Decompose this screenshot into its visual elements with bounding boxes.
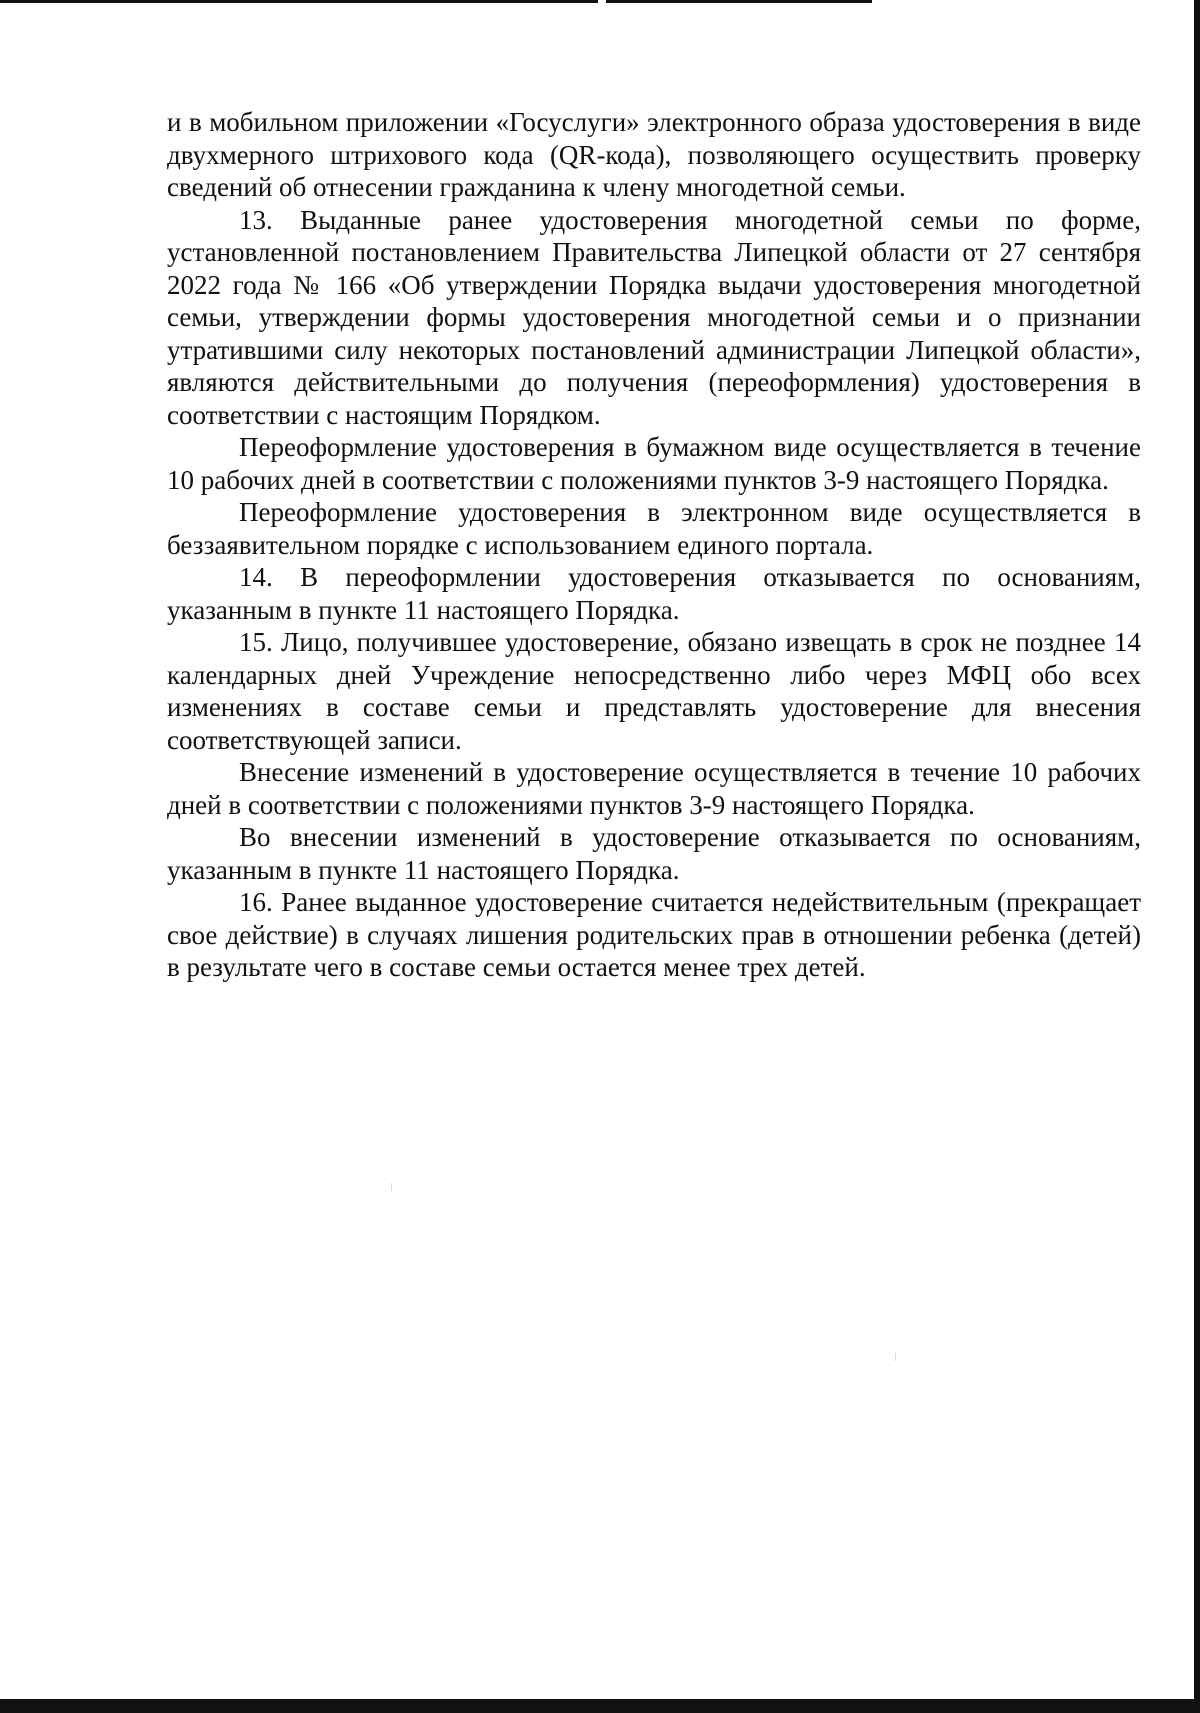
paragraph-electronic-reissue: Переоформление удостоверения в электронном виде осуществляется в беззаявительном порядке с использованием единого портала.	[167, 497, 1141, 560]
paragraph-item-13: 13. Выданные ранее удостоверения многодетной семьи по форме, установленной постановлением Правительства Липецкой области от 27 сентября 2022 года № 166 «Об утверждении Порядка выдачи удостоверения многодетной семьи, утверждении формы удостоверения многодетной семьи и о признании утратившими силу некоторых постановлений администрации Липецкой области», являются действительными до получения (переоформления) удостоверения в соответствии с настоящим Порядком.	[167, 204, 1141, 430]
paragraph-item-14: 14. В переоформлении удостоверения отказывается по основаниям, указанным в пункте 11 настоящего Порядка.	[167, 562, 1141, 625]
scan-speck	[895, 1353, 896, 1361]
scan-edge-gap	[872, 0, 1200, 3]
paragraph-item-16: 16. Ранее выданное удостоверение считается недействительным (прекращает свое действие) в случаях лишения родительских прав в отношении ребенка (детей) в результате чего в составе семьи остается менее трех детей.	[167, 887, 1141, 982]
paragraph-paper-reissue: Переоформление удостоверения в бумажном виде осуществляется в течение 10 рабочих дней в соответствии с положениями пунктов 3-9 настоящего Порядка.	[167, 432, 1141, 495]
scan-edge-bottom	[0, 1699, 1200, 1713]
paragraph-continuation: и в мобильном приложении «Госуслуги» электронного образа удостоверения в виде двухмерного штрихового кода (QR-кода), позволяющего осуществить проверку сведений об отнесении гражданина к члену многодетной семьи.	[167, 107, 1141, 202]
paragraph-item-15: 15. Лицо, получившее удостоверение, обязано извещать в срок не позднее 14 календарных дней Учреждение непосредственно либо через МФЦ обо всех изменениях в составе семьи и представлять удостоверение для внесения соответствующей записи.	[167, 627, 1141, 755]
scan-edge-right	[1194, 0, 1200, 1713]
paragraph-changes-refused: Во внесении изменений в удостоверение отказывается по основаниям, указанным в пункте 11 настоящего Порядка.	[167, 822, 1141, 885]
document-body	[167, 106, 1141, 984]
paragraph-changes-made: Внесение изменений в удостоверение осуществляется в течение 10 рабочих дней в соответствии с положениями пунктов 3-9 настоящего Порядка.	[167, 757, 1141, 820]
scan-edge-gap	[598, 0, 606, 3]
scan-speck	[391, 1183, 392, 1191]
